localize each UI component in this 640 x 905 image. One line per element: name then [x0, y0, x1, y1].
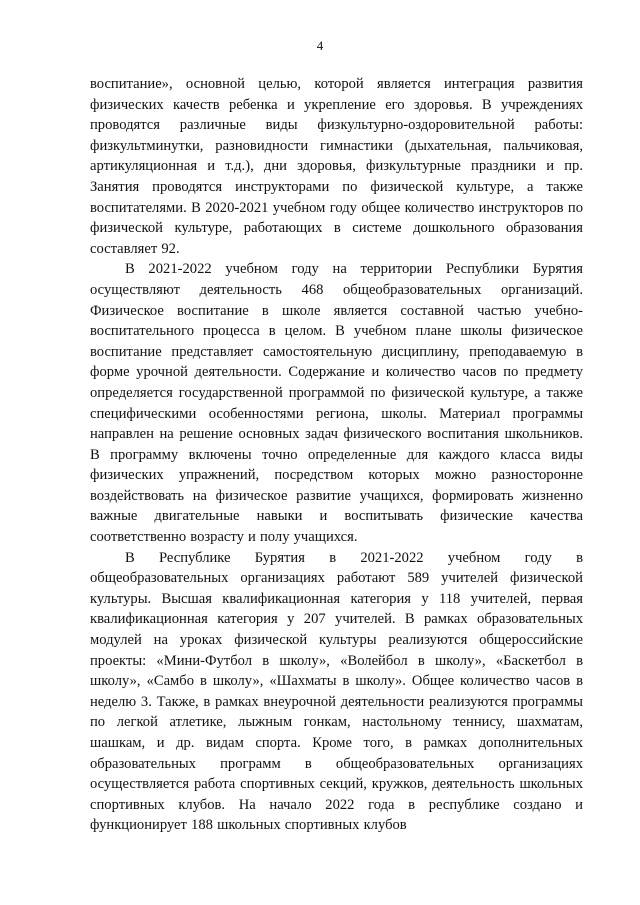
paragraph-preschool-physical-education: воспитание», основной целью, которой является интеграция развития физических качеств ребенка и укрепление его здоровья. В учреждениях проводятся различные виды физкультурно-оздоровительной работы: физкультминутки, разновидности гимнастики (дыхательная, пальчиковая, артикуляционная и т.д.), дни здоровья, физкультурные праздники и пр. Занятия проводятся инструкторами по физической культуре, а также воспитателями. В 2020-2021 учебном году общее количество инструкторов по физической культуре, работающих в системе дошкольного образования составляет 92.	[90, 76, 583, 257]
paragraph-school-physical-education: В 2021-2022 учебном году на территории Республики Бурятия осуществляют деятельность 468 общеобразовательных организаций. Физическое воспитание в школе является составной частью учебно-воспитательного процесса в целом. В учебном плане школы физическое воспитание представляет самостоятельную дисциплину, преподаваемую в форме урочной деятельности. Содержание и количество часов по предмету определяется государственной программой по физической культуре, а также специфическими особенностями региона, школы. Материал программы направлен на решение основных задач физического воспитания школьников. В программу включены точно определенные для каждого класса виды физических упражнений, посредством которых можно разносторонне воздействовать на физическое развитие учащихся, формировать жизненно важные двигательные навыки и воспитывать физические качества соответственно возрасту и полу учащихся.	[90, 261, 583, 546]
page-number: 4	[316, 38, 324, 53]
document-body	[90, 74, 583, 836]
paragraph-teachers-and-clubs: В Республике Бурятия в 2021-2022 учебном году в общеобразовательных организациях работают 589 учителей физической культуры. Высшая квалификационная категория у 118 учителей, первая квалификационная категория у 207 учителей. В рамках образовательных модулей на уроках физической культуры реализуются общероссийские проекты: «Мини-Футбол в школу», «Волейбол в школу», «Баскетбол в школу», «Самбо в школу», «Шахматы в школу». Общее количество часов в неделю 3. Также, в рамках внеурочной деятельности реализуются программы по легкой атлетике, лыжным гонкам, настольному теннису, шахматам, шашкам, и др. видам спорта. Кроме того, в рамках дополнительных образовательных программ в общеобразовательных организациях осуществляется работа спортивных секций, кружков, деятельность школьных спортивных клубов. На начало 2022 года в республике создано и функционирует 188 школьных спортивных клубов	[90, 549, 583, 834]
